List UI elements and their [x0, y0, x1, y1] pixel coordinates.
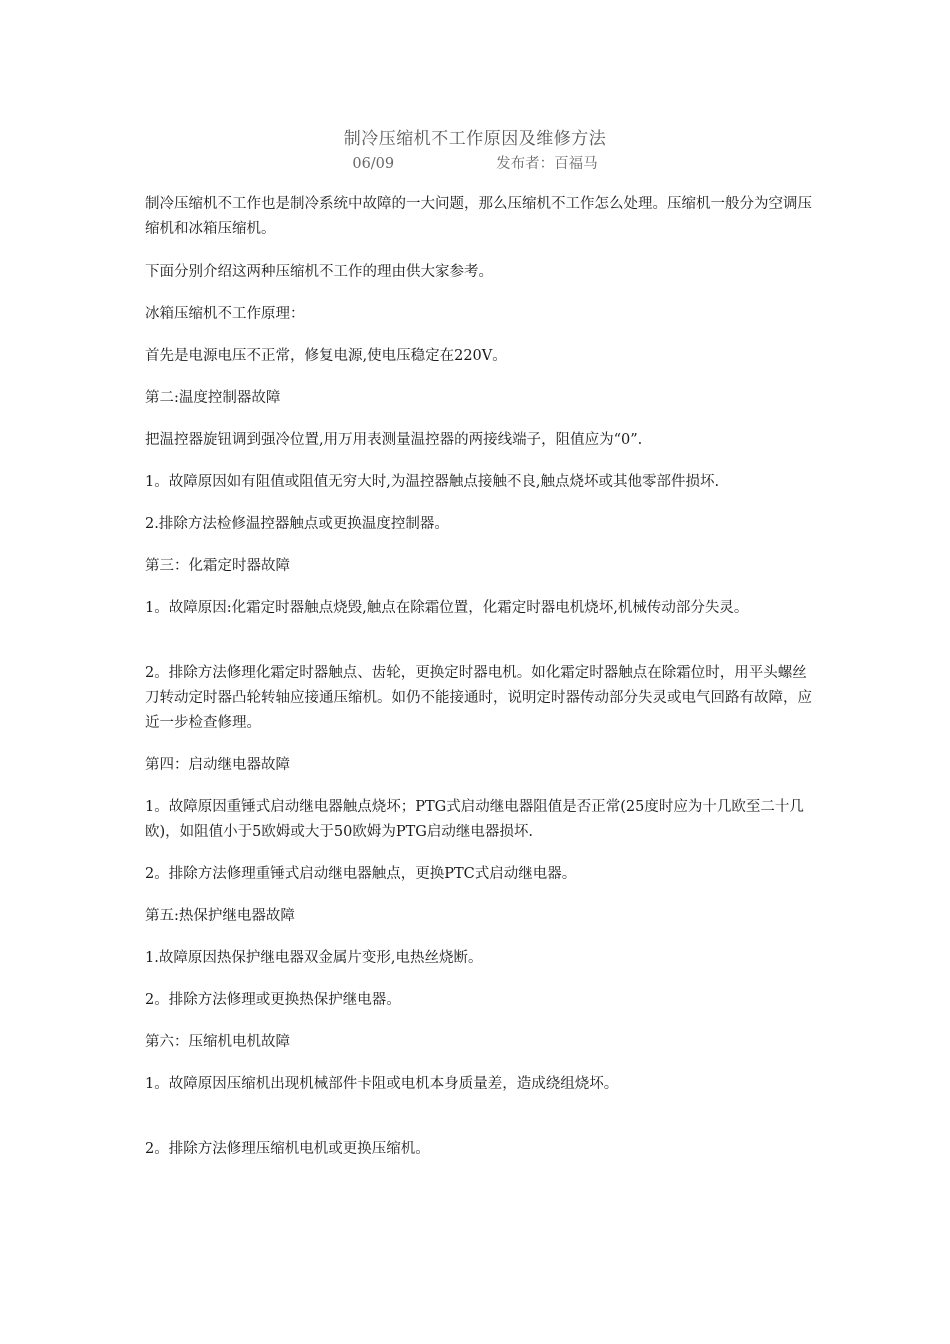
- paragraph: 2。排除方法修理化霜定时器触点、齿轮，更换定时器电机。如化霜定时器触点在除霜位时，用平头螺丝刀转动定时器凸轮转轴应接通压缩机。如仍不能接通时，说明定时器传动部分失灵或电气回路有故障，应近一步检查修理。: [145, 665, 812, 731]
- paragraph: 1.故障原因热保护继电器双金属片变形,电热丝烧断。: [145, 950, 483, 966]
- paragraph: 2。排除方法修理重锤式启动继电器触点，更换PTC式启动继电器。: [145, 866, 577, 882]
- document-title: 制冷压缩机不工作原因及维修方法: [343, 129, 607, 149]
- paragraph: 1。故障原因压缩机出现机械部件卡阻或电机本身质量差，造成绕组烧坏。: [145, 1076, 619, 1092]
- section-heading: 第三：化霜定时器故障: [145, 558, 290, 574]
- section-heading: 冰箱压缩机不工作原理：: [145, 306, 305, 322]
- paragraph: 制冷压缩机不工作也是制冷系统中故障的一大问题，那么压缩机不工作怎么处理。压缩机一般分为空调压缩机和冰箱压缩机。: [145, 196, 812, 237]
- section-heading: 第四：启动继电器故障: [145, 757, 290, 773]
- document-body: [145, 192, 815, 1162]
- paragraph: 把温控器旋钮调到强冷位置,用万用表测量温控器的两接线端子，阻值应为“0”.: [145, 432, 643, 448]
- publish-date: 06/09: [352, 156, 395, 172]
- paragraph: 2.排除方法检修温控器触点或更换温度控制器。: [145, 516, 449, 532]
- paragraph: 1。故障原因如有阻值或阻值无穷大时,为温控器触点接触不良,触点烧坏或其他零部件损坏.: [145, 474, 720, 490]
- section-heading: 第二:温度控制器故障: [145, 390, 281, 406]
- paragraph: 2。排除方法修理压缩机电机或更换压缩机。: [145, 1141, 430, 1157]
- document-meta: [0, 152, 950, 173]
- paragraph: 2。排除方法修理或更换热保护继电器。: [145, 992, 401, 1008]
- publisher-label: 发布者：百福马: [496, 156, 598, 172]
- paragraph: 下面分别介绍这两种压缩机不工作的理由供大家参考。: [145, 264, 493, 280]
- paragraph: 1。故障原因:化霜定时器触点烧毁,触点在除霜位置，化霜定时器电机烧坏,机械传动部分失灵。: [145, 600, 749, 616]
- section-heading: 第五:热保护继电器故障: [145, 908, 295, 924]
- paragraph: 1。故障原因重锤式启动继电器触点烧坏；PTG式启动继电器阻值是否正常(25度时应为十几欧至二十几欧)，如阻值小于5欧姆或大于50欧姆为PTG启动继电器损坏.: [145, 799, 804, 840]
- section-heading: 第六：压缩机电机故障: [145, 1034, 290, 1050]
- paragraph: 首先是电源电压不正常，修复电源,使电压稳定在220V。: [145, 348, 507, 364]
